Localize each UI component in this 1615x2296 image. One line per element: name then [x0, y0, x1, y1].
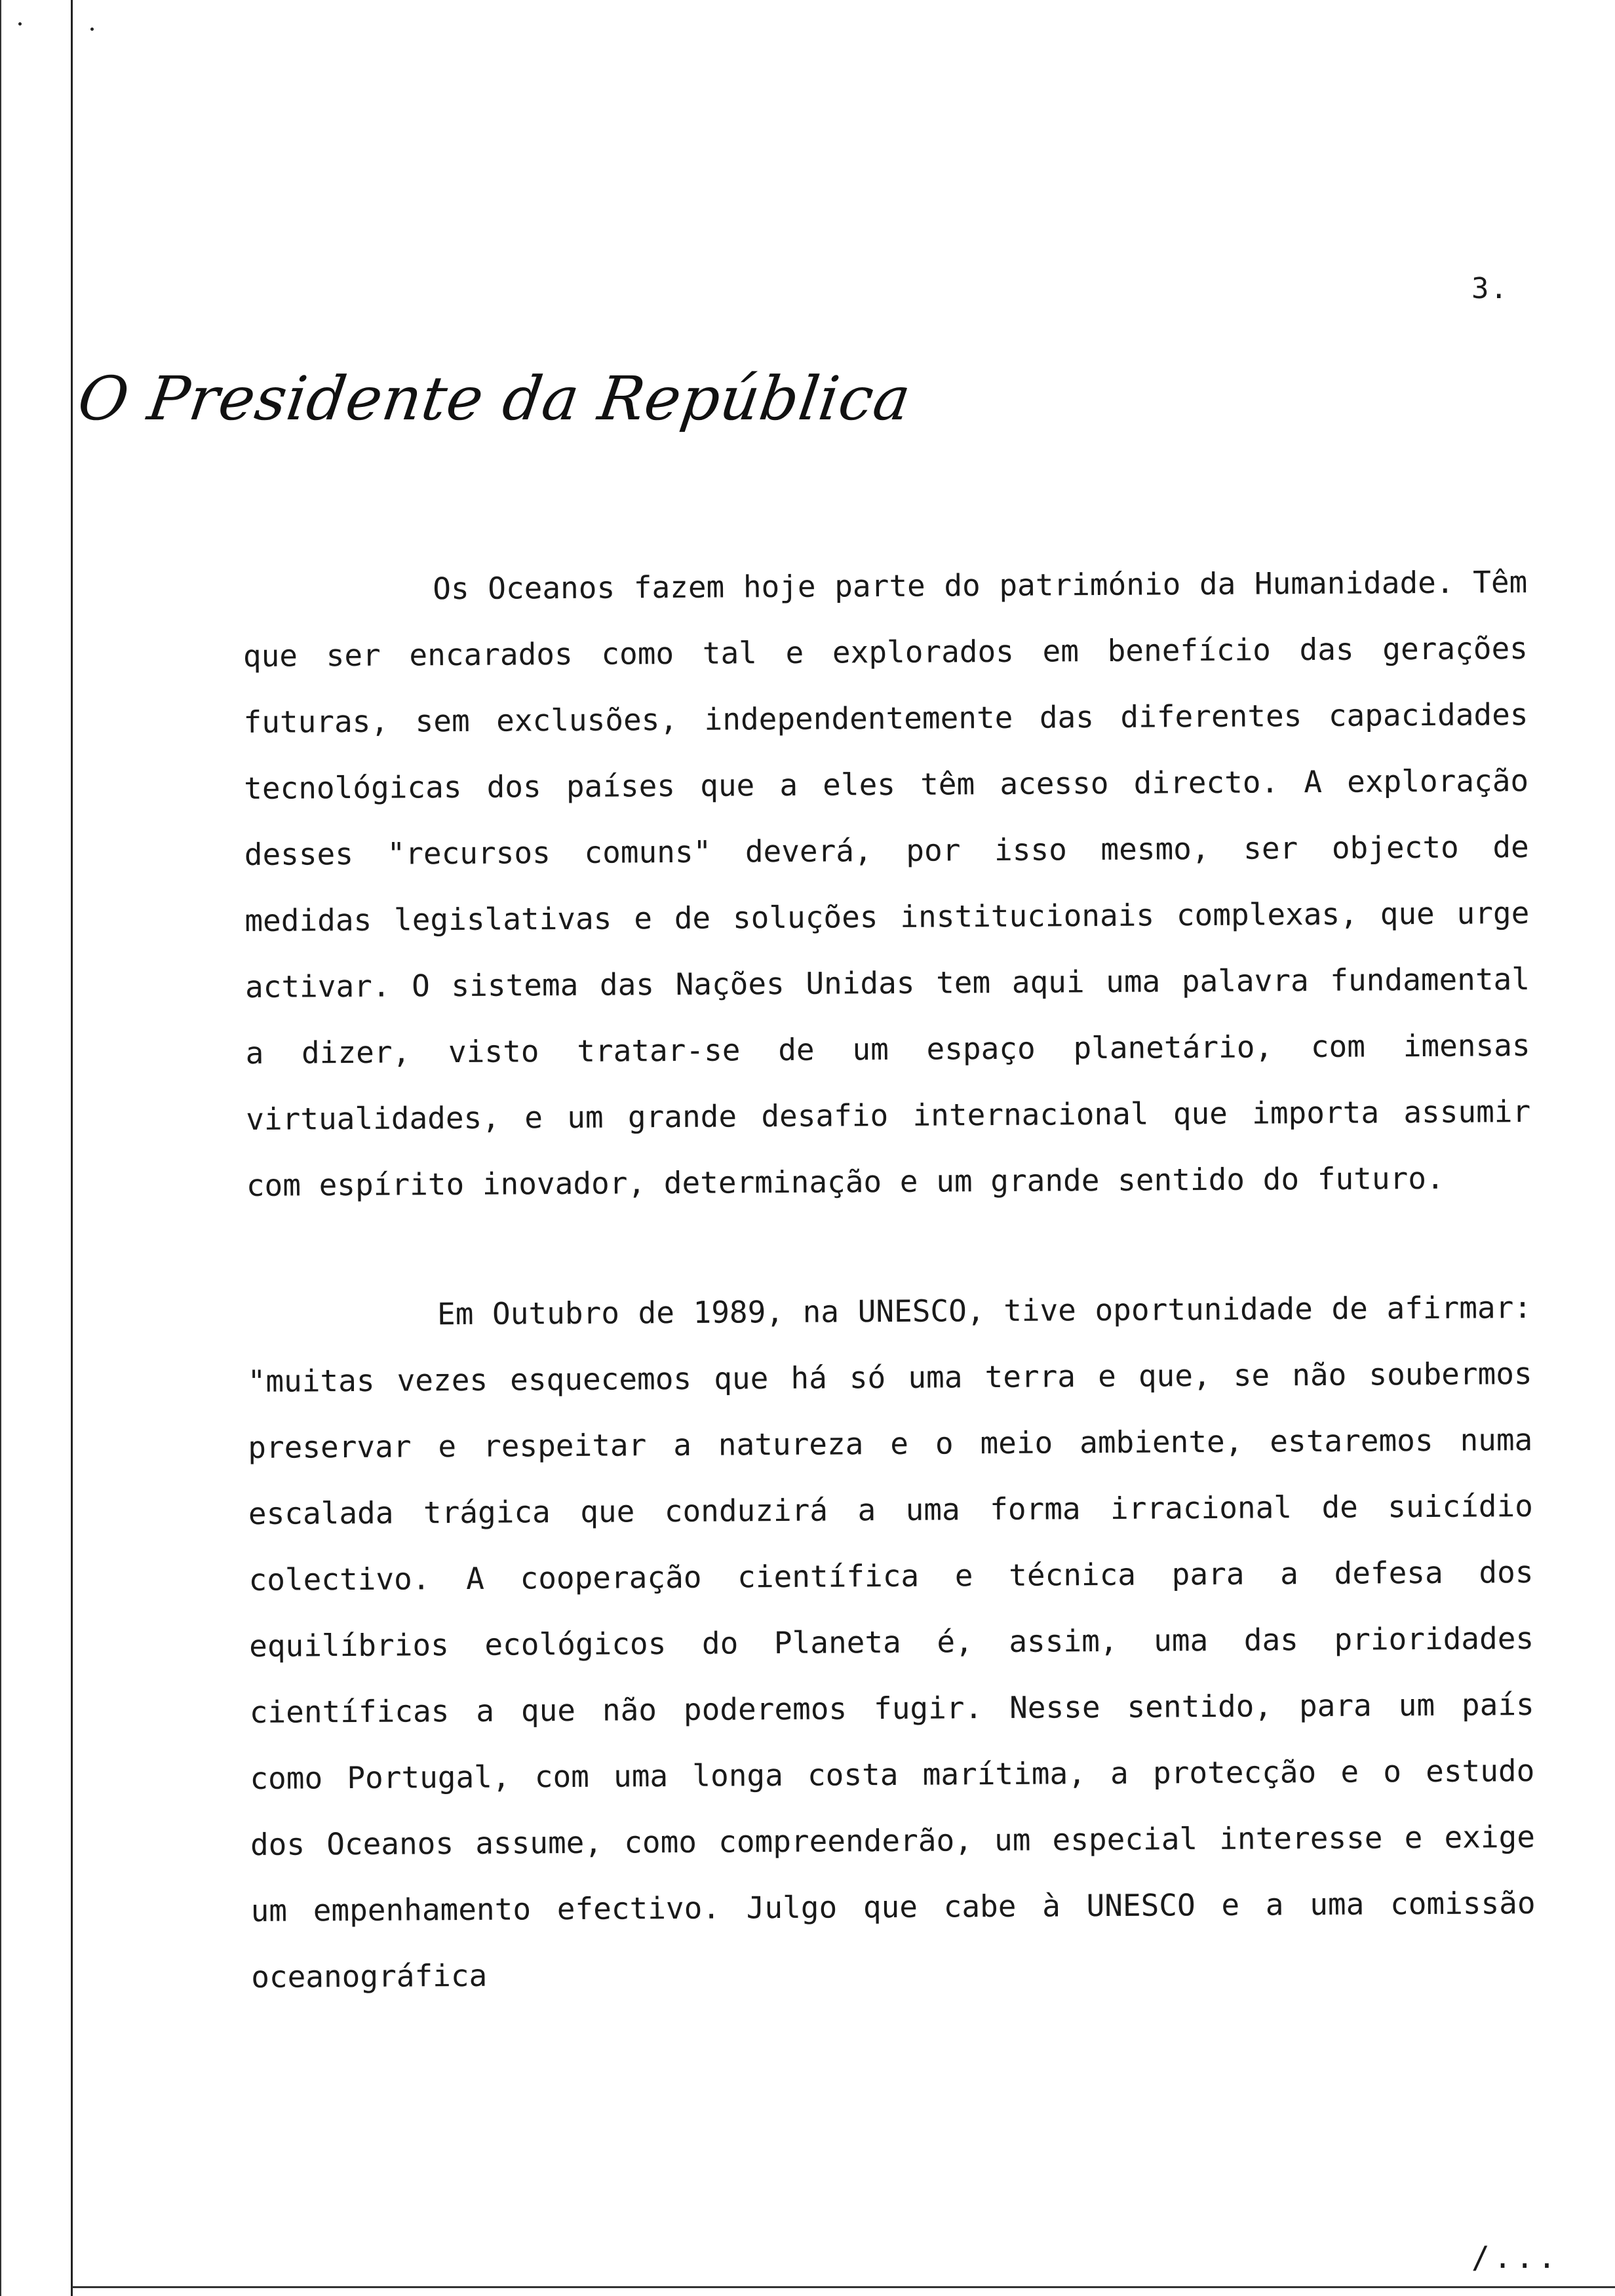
scan-left-edge	[0, 0, 1, 2296]
letter-body	[243, 549, 1536, 2010]
scan-speck	[90, 28, 94, 31]
continuation-mark: /...	[1471, 2240, 1560, 2275]
page-number: 3.	[1471, 272, 1509, 305]
paragraph-unesco-quote: Em Outubro de 1989, na UNESCO, tive oportunidade de afirmar: "muitas vezes esquecemos que há só uma terra e que, se não soubermos preservar e respeitar a natureza e o meio ambiente, estaremos numa escalada trágica que conduzirá a uma forma irracional de suicídio colectivo. A cooperação científica e técnica para a defesa dos equilíbrios ecológicos do Planeta é, assim, uma das prioridades científicas a que não poderemos fugir. Nesse sentido, para um país como Portugal, com uma longa costa marítima, a protecção e o estudo dos Oceanos assume, como compreenderão, um especial interesse e exige um empenhamento efectivo. Julgo que cabe à UNESCO e a uma comissão oceanográfica	[247, 1290, 1536, 1995]
letterhead: O Presidente da República	[73, 364, 916, 434]
paragraph-oceans-heritage: Os Oceanos fazem hoje parte do património da Humanidade. Têm que ser encarados como tal e explorados em benefício das gerações futuras, sem exclusões, independentemente das diferentes capacidades tecnológicas dos países que a eles têm acesso directo. A exploração desses "recursos comuns" deverá, por isso mesmo, ser objecto de medidas legislativas e de soluções institucionais complexas, que urge activar. O sistema das Nações Unidas tem aqui uma palavra fundamental a dizer, visto tratar-se de um espaço planetário, com imensas virtualidades, e um grande desafio internacional que importa assumir com espírito inovador, determinação e um grande sentido do futuro.	[243, 564, 1531, 1203]
scan-bottom-edge	[72, 2286, 1615, 2288]
scan-margin-line	[71, 0, 73, 2296]
scan-speck	[18, 22, 22, 26]
